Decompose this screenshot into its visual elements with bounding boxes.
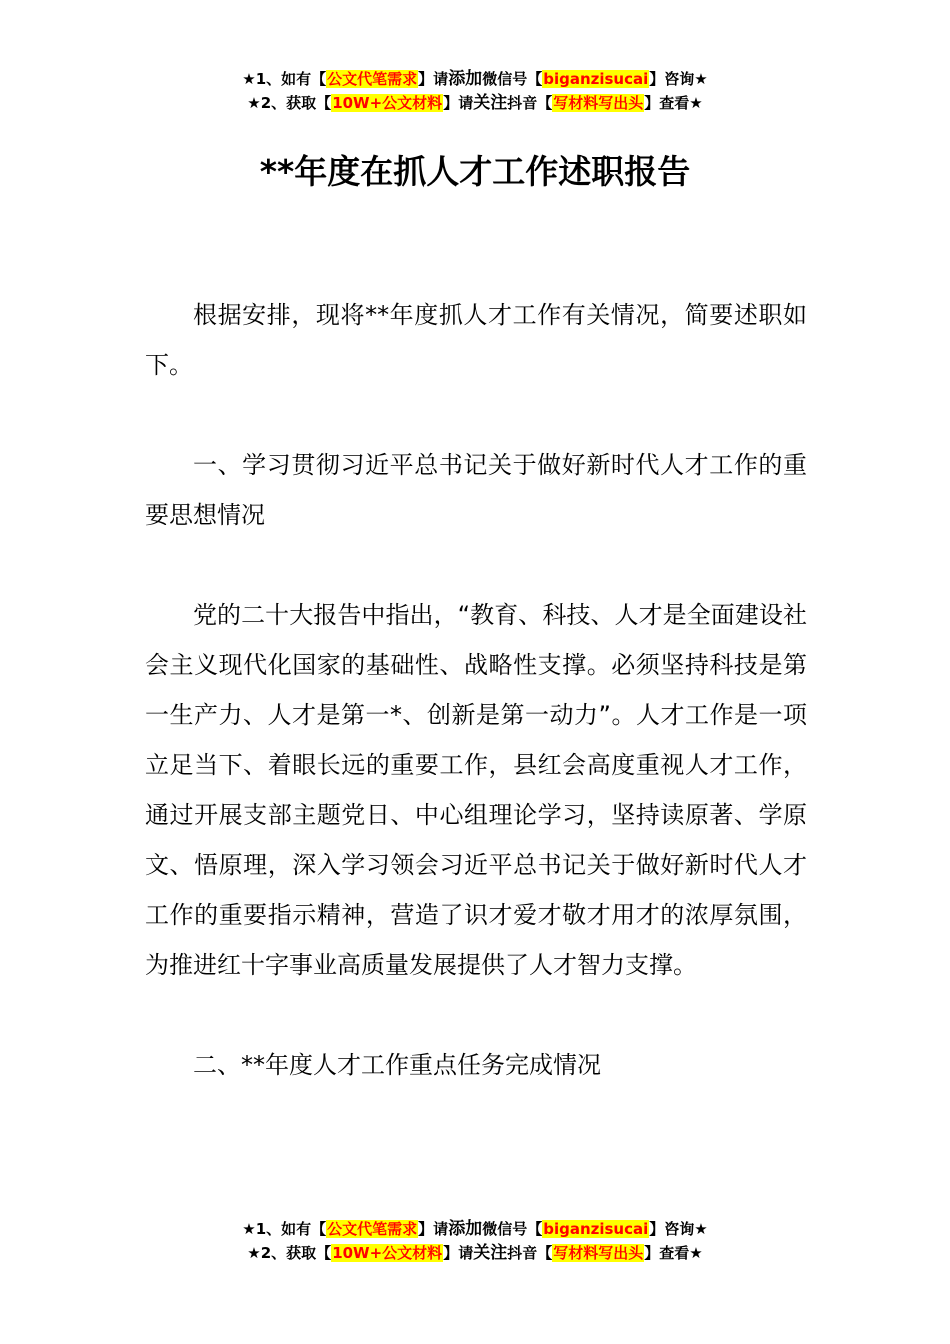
paragraph-body: 党的二十大报告中指出，“教育、科技、人才是全面建设社会主义现代化国家的基础性、战略性支撑。必须坚持科技是第一生产力、人才是第一*、创新是第一动力”。人才工作是一项立足当下、着眼长远的重要工作，县红会高度重视人才工作，通过开展支部主题党日、中心组理论学习，坚持读原著、学原文、悟原理，深入学习领会习近平总书记关于做好新时代人才工作的重要指示精神，营造了识才爱才敬才用才的浓厚氛围，为推进红十字事业高质量发展提供了人才智力支撑。 xyxy=(145,601,807,979)
banner-highlight: 公文代笔需求 xyxy=(327,1220,418,1238)
footer-banner xyxy=(0,1217,950,1265)
banner-highlight: 写材料写出头 xyxy=(553,94,644,112)
section-heading-1: 一、学习贯彻习近平总书记关于做好新时代人才工作的重要思想情况 xyxy=(145,451,807,529)
document-body xyxy=(145,290,807,1090)
banner-line-1: ★1、如有【公文代笔需求】请添加微信号【biganzisucai】咨询★ xyxy=(242,1219,708,1239)
banner-line-1: ★1、如有【公文代笔需求】请添加微信号【biganzisucai】咨询★ xyxy=(242,69,708,89)
banner-line-2: ★2、获取【10W+公文材料】请关注抖音【写材料写出头】查看★ xyxy=(247,93,703,113)
section-heading-2: 二、**年度人才工作重点任务完成情况 xyxy=(193,1051,601,1079)
banner-highlight: 公文代笔需求 xyxy=(327,70,418,88)
banner-highlight: 写材料写出头 xyxy=(553,1244,644,1262)
paragraph-intro: 根据安排，现将**年度抓人才工作有关情况，简要述职如下。 xyxy=(145,301,807,379)
banner-highlight: biganzisucai xyxy=(543,1220,649,1238)
banner-line-2: ★2、获取【10W+公文材料】请关注抖音【写材料写出头】查看★ xyxy=(247,1243,703,1263)
banner-highlight: 10W+公文材料 xyxy=(332,1244,443,1262)
banner-highlight: 10W+公文材料 xyxy=(332,94,443,112)
banner-highlight: biganzisucai xyxy=(543,70,649,88)
header-banner xyxy=(0,67,950,115)
document-title: **年度在抓人才工作述职报告 xyxy=(259,152,691,191)
